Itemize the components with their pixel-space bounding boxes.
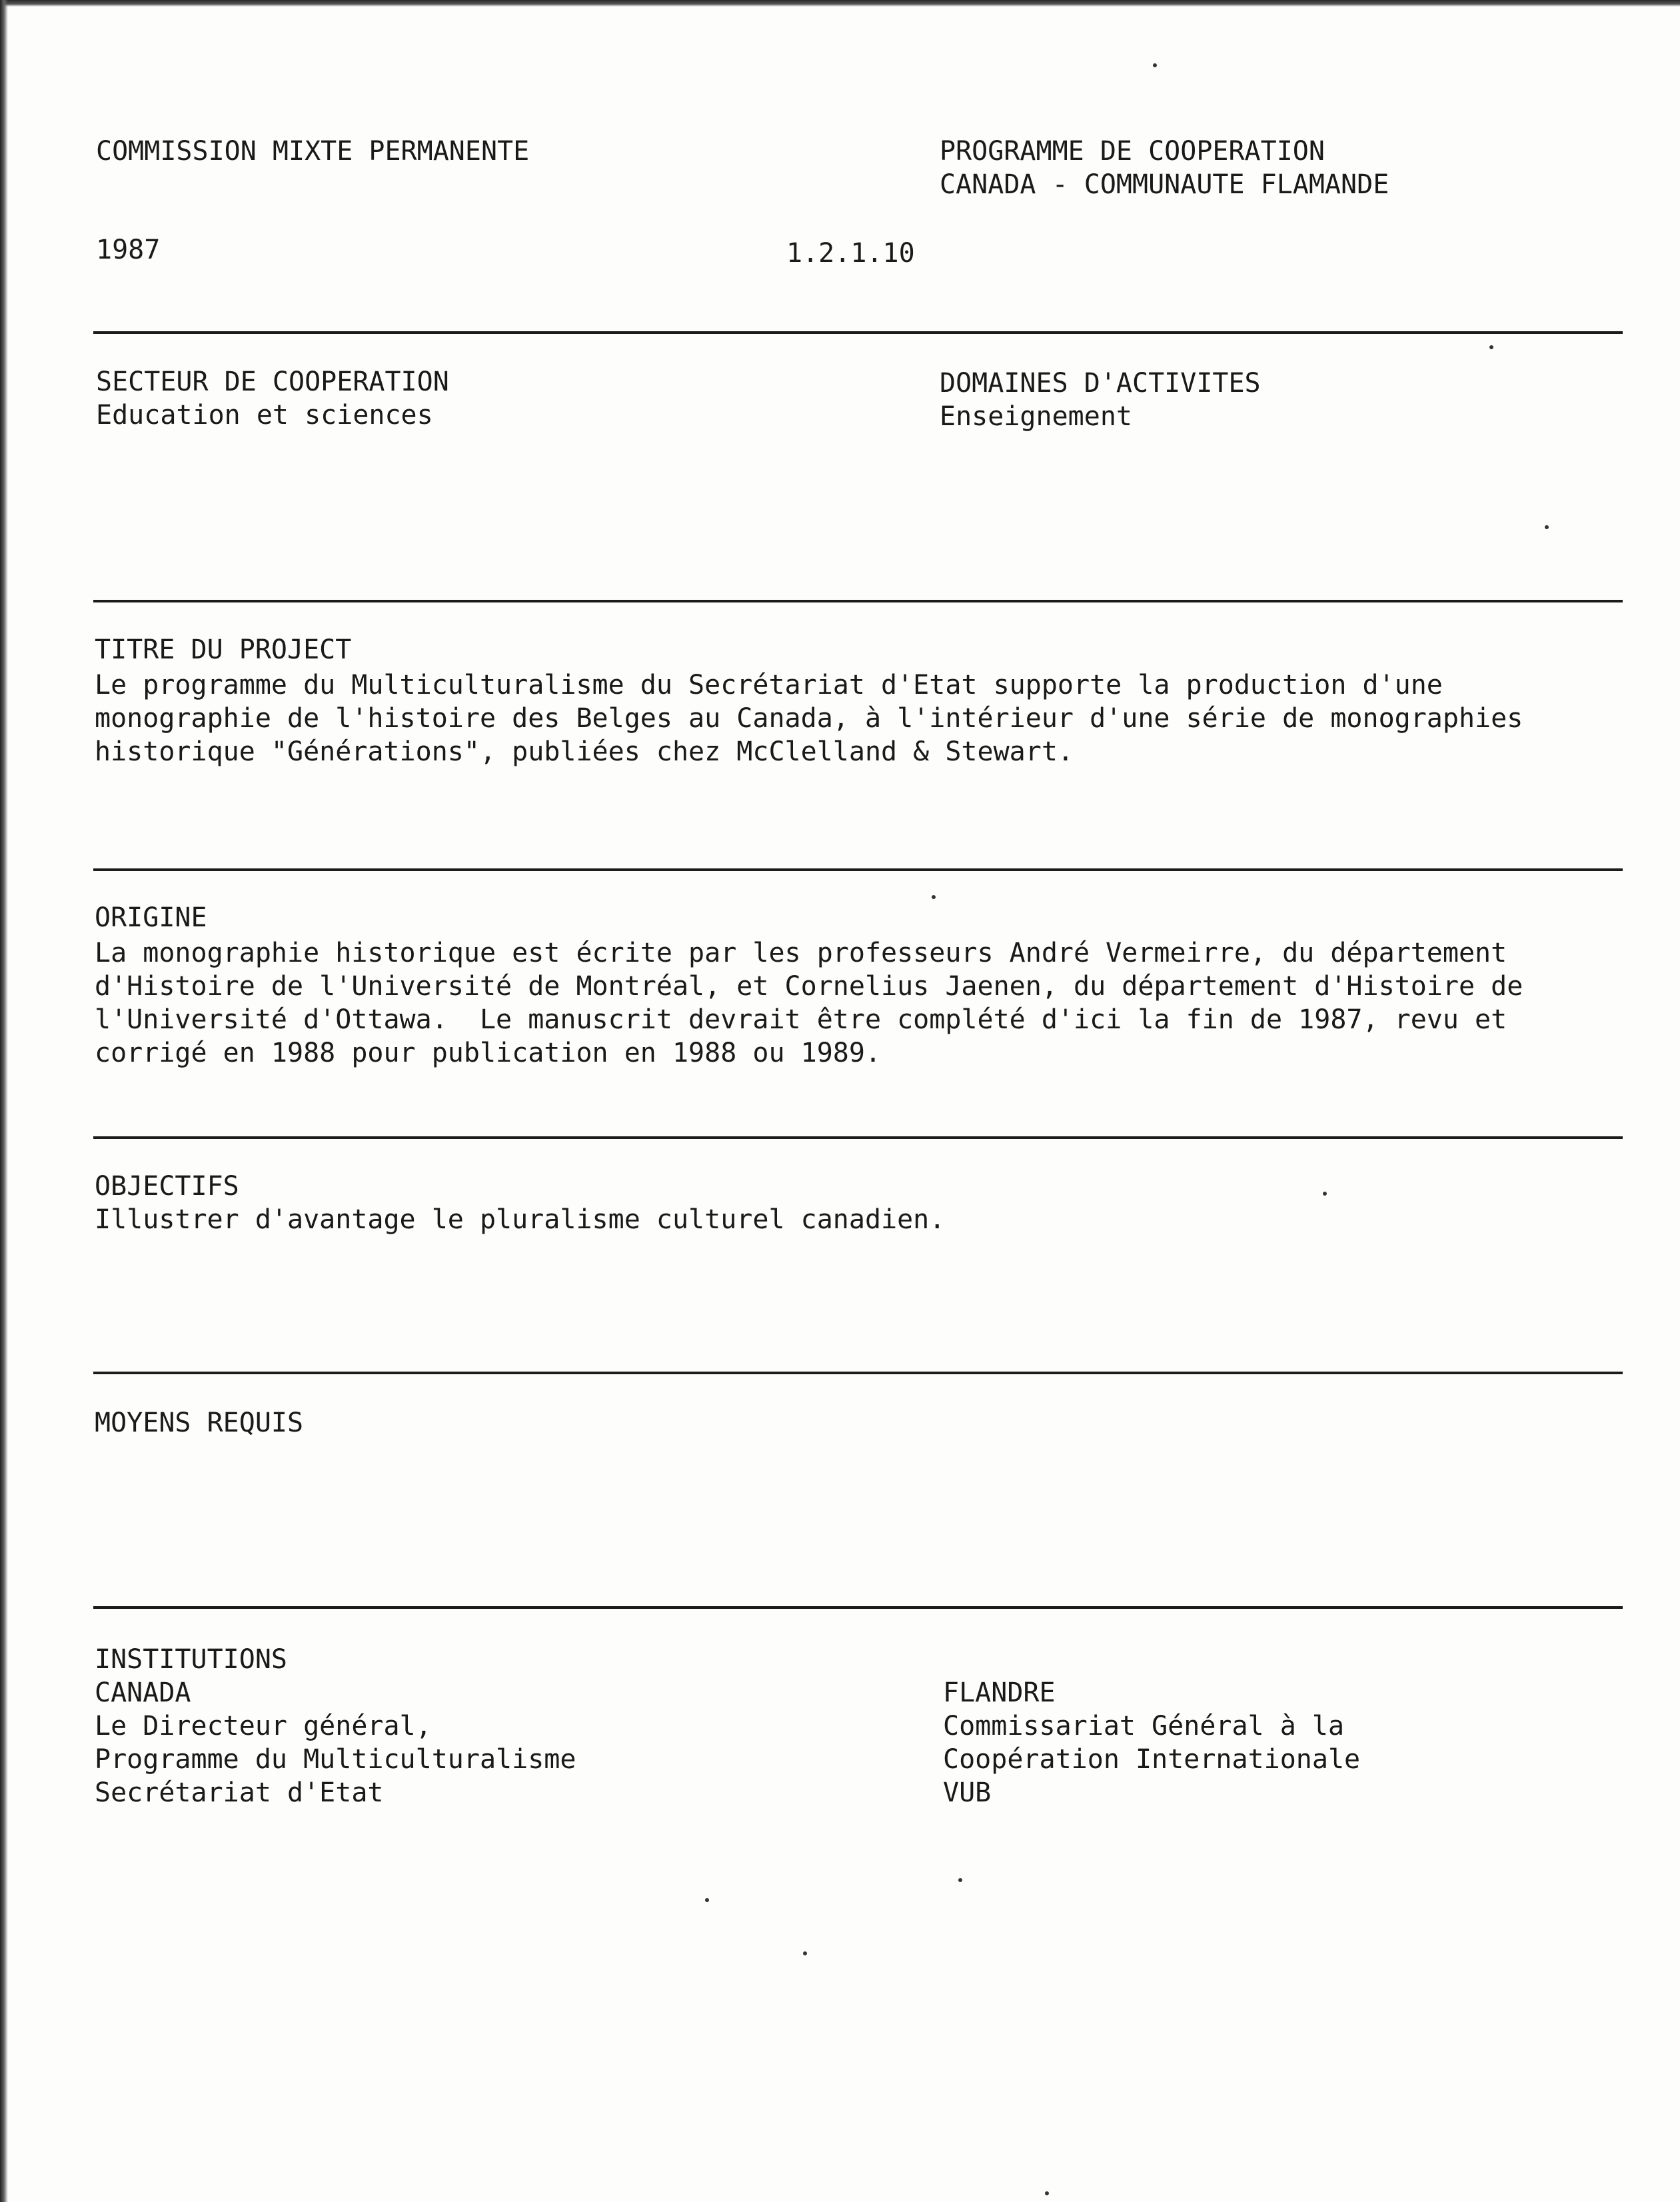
origine-line: d'Histoire de l'Université de Montréal, et Cornelius Jaenen, du département d'Histoire de	[95, 971, 1523, 1002]
divider-rule	[93, 1136, 1623, 1139]
scan-speck	[1153, 63, 1157, 67]
sector-value: Education et sciences	[96, 400, 433, 431]
canada-label: CANADA	[95, 1677, 191, 1708]
origine-line: l'Université d'Ottawa. Le manuscrit devrait être complété d'ici la fin de 1987, revu et	[95, 1004, 1507, 1035]
titre-label: TITRE DU PROJECT	[95, 634, 352, 665]
titre-line: historique "Générations", publiées chez McClelland & Stewart.	[95, 736, 1074, 767]
flandre-line: Commissariat Général à la	[943, 1711, 1345, 1741]
divider-rule	[93, 600, 1623, 602]
scan-speck	[958, 1878, 962, 1882]
flandre-label: FLANDRE	[943, 1677, 1056, 1708]
divider-rule	[93, 868, 1623, 871]
scan-speck	[1545, 525, 1549, 529]
domains-label: DOMAINES D'ACTIVITES	[940, 368, 1261, 399]
canada-line: Secrétariat d'Etat	[95, 1777, 384, 1808]
objectifs-label: OBJECTIFS	[95, 1171, 239, 1202]
divider-rule	[93, 1372, 1623, 1374]
origine-line: corrigé en 1988 pour publication en 1988 ou 1989.	[95, 1038, 882, 1068]
scan-speck	[1045, 2191, 1049, 2195]
programme-title: PROGRAMME DE COOPERATION	[940, 136, 1325, 167]
moyens-label: MOYENS REQUIS	[95, 1408, 304, 1438]
scan-speck	[932, 895, 936, 899]
objectifs-text: Illustrer d'avantage le pluralisme culturel canadien.	[95, 1204, 946, 1235]
canada-line: Le Directeur général,	[95, 1711, 432, 1741]
titre-line: Le programme du Multiculturalisme du Secrétariat d'Etat supporte la production d'une	[95, 670, 1443, 700]
divider-rule	[93, 1606, 1623, 1609]
scan-speck	[705, 1898, 709, 1902]
divider-rule	[93, 331, 1623, 334]
flandre-line: VUB	[943, 1777, 992, 1808]
scan-speck	[1489, 345, 1493, 349]
origine-label: ORIGINE	[95, 902, 207, 933]
flandre-line: Coopération Internationale	[943, 1744, 1361, 1775]
scan-speck	[803, 1951, 807, 1955]
origine-line: La monographie historique est écrite par les professeurs André Vermeirre, du département	[95, 938, 1507, 968]
scan-border-left	[0, 0, 8, 2202]
commission-title: COMMISSION MIXTE PERMANENTE	[96, 136, 530, 167]
institutions-label: INSTITUTIONS	[95, 1644, 287, 1675]
scan-speck	[1323, 1192, 1327, 1196]
canada-line: Programme du Multiculturalisme	[95, 1744, 576, 1775]
document-year: 1987	[96, 235, 161, 265]
domains-value: Enseignement	[940, 401, 1132, 432]
document-reference: 1.2.1.10	[786, 238, 915, 269]
programme-subtitle: CANADA - COMMUNAUTE FLAMANDE	[940, 169, 1389, 200]
scan-border-top	[0, 0, 1680, 7]
titre-line: monographie de l'histoire des Belges au Canada, à l'intérieur d'une série de monographies	[95, 703, 1523, 734]
sector-label: SECTEUR DE COOPERATION	[96, 367, 449, 397]
